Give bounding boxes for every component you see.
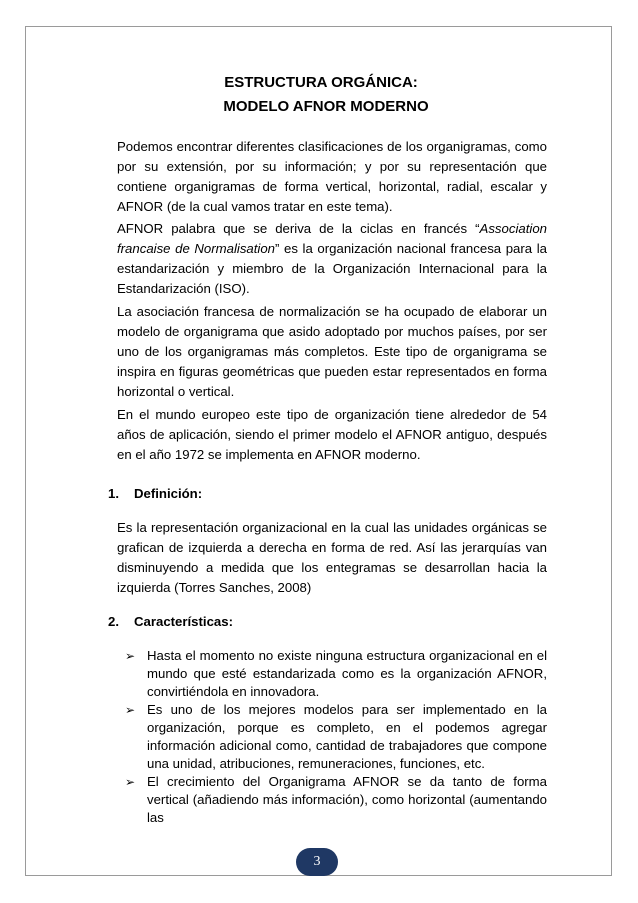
arrow-bullet-icon: ➢ — [125, 649, 136, 663]
section-title: Definición: — [134, 486, 203, 501]
association-paragraph: La asociación francesa de normalización se ha ocupado de elaborar un modelo de organigrama que asido adoptado por muchos países, por ser uno de los organigramas más completos. Este tipo de organigrama se inspira en figuras geométricas que pueden estar representados en forma horizontal o vertical. — [117, 304, 547, 399]
list-item — [125, 701, 547, 773]
arrow-bullet-icon: ➢ — [125, 703, 136, 717]
document-title: ESTRUCTURA ORGÁNICA: — [224, 74, 418, 91]
afnor-italic-name: Association francaise de Normalisation — [117, 221, 547, 256]
section-number: 1. — [108, 486, 119, 501]
document-subtitle: MODELO AFNOR MODERNO — [223, 98, 429, 115]
intro-paragraph: Podemos encontrar diferentes clasificaciones de los organigramas, como por su extensión, por su información; y por su representación que contiene organigramas de forma vertical, horizontal, radial, escalar y AFNOR (de la cual vamos tratar en este tema). — [117, 139, 547, 214]
europe-paragraph: En el mundo europeo este tipo de organización tiene alrededor de 54 años de aplicación, siendo el primer modelo el AFNOR antiguo, después en el año 1972 se implementa en AFNOR moderno. — [117, 407, 547, 462]
afnor-paragraph — [117, 219, 547, 299]
bullet-text: Es uno de los mejores modelos para ser implementado en la organización, porque es completo, en el podemos agregar información adicional como, cantidad de trabajadores que compone una unidad, atribuciones, remuneraciones, funciones, etc. — [147, 702, 547, 771]
page-number: 3 — [296, 848, 338, 876]
section-heading-characteristics — [108, 613, 233, 631]
section-heading-definition — [108, 485, 202, 503]
definition-paragraph: Es la representación organizacional en la cual las unidades orgánicas se grafican de izquierda a derecha en forma de red. Así las jerarquías van disminuyendo a medida que los entegramas se desarrollan hacia la izquierda (Torres Sanches, 2008) — [117, 520, 547, 595]
afnor-text-start: AFNOR palabra que se deriva de la ciclas en francés “ — [117, 221, 480, 236]
bullet-text: Hasta el momento no existe ninguna estructura organizacional en el mundo que esté estandarizada como es la organización AFNOR, convirtiéndola en innovadora. — [147, 648, 547, 699]
arrow-bullet-icon: ➢ — [125, 775, 136, 789]
list-item — [125, 647, 547, 701]
section-number: 2. — [108, 614, 119, 629]
bullet-text: El crecimiento del Organigrama AFNOR se da tanto de forma vertical (añadiendo más información), como horizontal (aumentando las — [147, 774, 547, 825]
afnor-text-end: ” es la organización nacional francesa para la estandarización y miembro de la Organización Internacional para la Estandarización (ISO). — [117, 241, 547, 296]
list-item — [125, 773, 547, 827]
section-title: Características: — [134, 614, 233, 629]
